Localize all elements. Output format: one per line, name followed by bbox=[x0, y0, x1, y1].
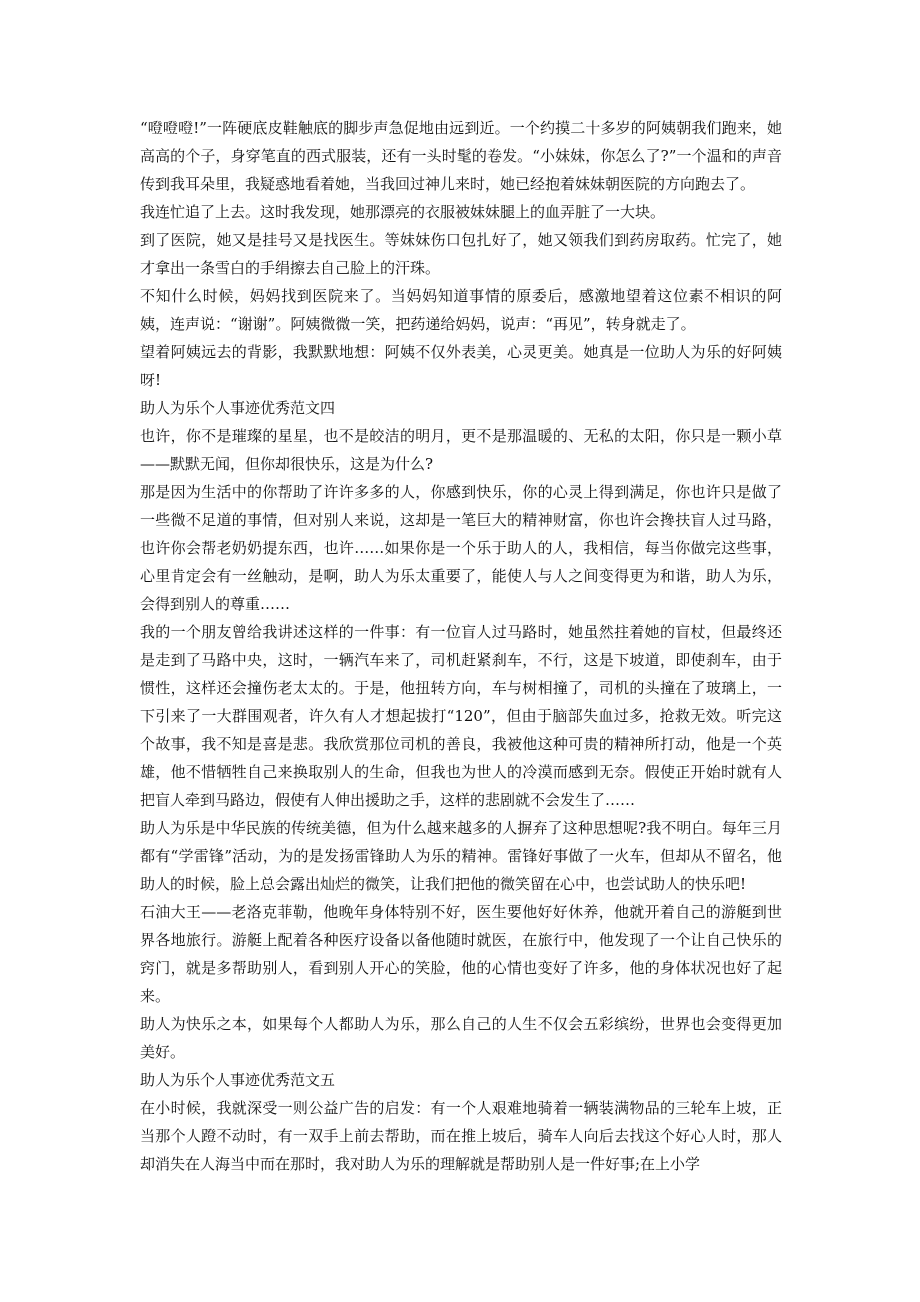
paragraph: 助人为快乐之本，如果每个人都助人为乐，那么自己的人生不仅会五彩缤纷，世界也会变得更加美好。 bbox=[140, 1015, 782, 1061]
paragraph: “噔噔噔!”一阵硬底皮鞋触底的脚步声急促地由远到近。一个约摸二十多岁的阿姨朝我们跑来，她高高的个子，身穿笔直的西式服装，还有一头时髦的卷发。“小妹妹，你怎么了?”一个温和的声音传到我耳朵里，我疑惑地看着她，当我回过神儿来时，她已经抱着妹妹朝医院的方向跑去了。 bbox=[140, 119, 782, 193]
paragraph: 也许，你不是璀璨的星星，也不是皎洁的明月，更不是那温暖的、无私的太阳，你只是一颗小草——默默无闻，但你却很快乐，这是为什么? bbox=[140, 427, 782, 473]
paragraph: 望着阿姨远去的背影，我默默地想：阿姨不仅外表美，心灵更美。她真是一位助人为乐的好阿姨呀! bbox=[140, 343, 782, 389]
paragraph: 在小时候，我就深受一则公益广告的启发：有一个人艰难地骑着一辆装满物品的三轮车上坡，正当那个人蹬不动时，有一双手上前去帮助，而在推上坡后，骑车人向后去找这个好心人时，那人却消失在人海当中而在那时，我对助人为乐的理解就是帮助别人是一件好事;在上小学 bbox=[140, 1099, 782, 1173]
paragraph: 助人为乐是中华民族的传统美德，但为什么越来越多的人摒弃了这种思想呢?我不明白。每年三月都有“学雷锋”活动，为的是发扬雷锋助人为乐的精神。雷锋好事做了一火车，但却从不留名，他助人的时候，脸上总会露出灿烂的微笑，让我们把他的微笑留在心中，也尝试助人的快乐吧! bbox=[140, 819, 782, 893]
document-body bbox=[140, 114, 782, 1178]
paragraph: 到了医院，她又是挂号又是找医生。等妹妹伤口包扎好了，她又领我们到药房取药。忙完了，她才拿出一条雪白的手绢擦去自己脸上的汗珠。 bbox=[140, 231, 782, 277]
section-heading: 助人为乐个人事迹优秀范文四 bbox=[140, 399, 336, 417]
paragraph: 石油大王——老洛克菲勒，他晚年身体特别不好，医生要他好好休养，他就开着自己的游艇到世界各地旅行。游艇上配着各种医疗设备以备他随时就医，在旅行中，他发现了一个让自己快乐的窍门，就是多帮助别人，看到别人开心的笑脸，他的心情也变好了许多，他的身体状况也好了起来。 bbox=[140, 903, 782, 1005]
paragraph: 我连忙追了上去。这时我发现，她那漂亮的衣服被妹妹腿上的血弄脏了一大块。 bbox=[140, 203, 666, 221]
section-heading: 助人为乐个人事迹优秀范文五 bbox=[140, 1071, 336, 1089]
paragraph: 那是因为生活中的你帮助了许许多多的人，你感到快乐，你的心灵上得到满足，你也许只是做了一些微不足道的事情，但对别人来说，这却是一笔巨大的精神财富，你也许会搀扶盲人过马路，也许你会帮老奶奶提东西，也许……如果你是一个乐于助人的人，我相信，每当你做完这些事，心里肯定会有一丝触动，是啊，助人为乐太重要了，能使人与人之间变得更为和谐，助人为乐，会得到别人的尊重…… bbox=[140, 483, 782, 613]
paragraph: 我的一个朋友曾给我讲述这样的一件事：有一位盲人过马路时，她虽然拄着她的盲杖，但最终还是走到了马路中央，这时，一辆汽车来了，司机赶紧刹车，不行，这是下坡道，即使刹车，由于惯性，这样还会撞伤老太太的。于是，他扭转方向，车与树相撞了，司机的头撞在了玻璃上，一下引来了一大群围观者，许久有人才想起拔打“120”，但由于脑部失血过多，抢救无效。听完这个故事，我不知是喜是悲。我欣赏那位司机的善良，我被他这种可贵的精神所打动，他是一个英雄，他不惜牺牲自己来换取别人的生命，但我也为世人的冷漠而感到无奈。假使正开始时就有人把盲人牵到马路边，假使有人伸出援助之手，这样的悲剧就不会发生了…… bbox=[140, 623, 782, 809]
paragraph: 不知什么时候，妈妈找到医院来了。当妈妈知道事情的原委后，感激地望着这位素不相识的阿姨，连声说：“谢谢”。阿姨微微一笑，把药递给妈妈，说声：“再见”，转身就走了。 bbox=[140, 287, 782, 333]
